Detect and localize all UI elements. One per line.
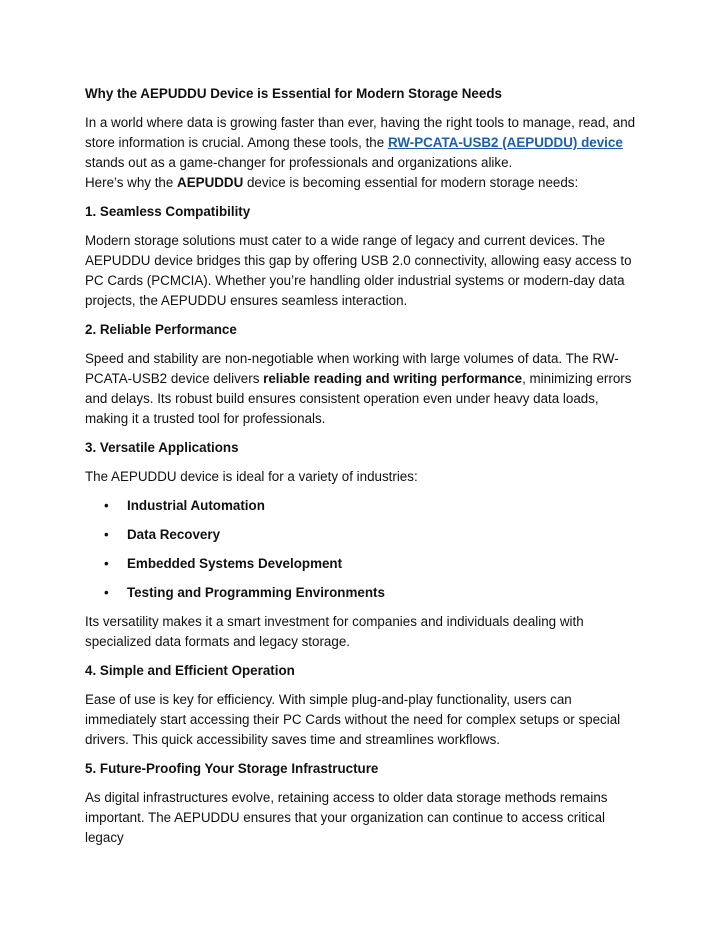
section-text-4: Ease of use is key for efficiency. With simple plug-and-play functionality, users can immediately start accessing their PC Cards without the need for complex setups or special drivers. This quick accessibility saves time and streamlines workflows. bbox=[85, 692, 621, 747]
section-text-5: As digital infrastructures evolve, retaining access to older data storage methods remains important. The AEPUDDU ensures that your organization can continue to access critical legacy bbox=[85, 790, 608, 845]
intro-text-before-link: In a world where data is growing faster than ever, having the right tools to manage, read, and store information is crucial. Among these tools, the bbox=[85, 115, 636, 150]
section-text-3-after-list: Its versatility makes it a smart investment for companies and individuals dealing with specialized data formats and legacy storage. bbox=[85, 614, 584, 649]
section-text-1: Modern storage solutions must cater to a wide range of legacy and current devices. The AEPUDDU device bridges this gap by offering USB 2.0 connectivity, allowing easy access to PC Cards (PCMCIA). Whether you’re handling older industrial systems or modern-day data projects, the AEPUDDU ensures seamless interaction. bbox=[85, 233, 632, 308]
intro-paragraph bbox=[85, 113, 636, 193]
intro-text-after-link: stands out as a game-changer for professionals and organizations alike. bbox=[85, 155, 513, 170]
section-text-2 bbox=[85, 349, 636, 429]
list-item bbox=[85, 496, 636, 516]
bullet-icon: • bbox=[104, 556, 109, 571]
intro-line2-before: Here’s why the bbox=[85, 175, 178, 190]
section-heading-1: 1. Seamless Compatibility bbox=[85, 204, 251, 219]
section-text-3: The AEPUDDU device is ideal for a variety of industries: bbox=[85, 469, 418, 484]
list-item-label: Industrial Automation bbox=[127, 498, 265, 513]
intro-line2-bold: AEPUDDU bbox=[177, 175, 244, 190]
list-item bbox=[85, 525, 636, 545]
section-text-2-bold: reliable reading and writing performance bbox=[263, 371, 523, 386]
bullet-icon: • bbox=[104, 585, 109, 600]
document-title: Why the AEPUDDU Device is Essential for Modern Storage Needs bbox=[85, 86, 502, 101]
list-item-label: Embedded Systems Development bbox=[127, 556, 343, 571]
section-heading-3: 3. Versatile Applications bbox=[85, 440, 239, 455]
section-heading-2: 2. Reliable Performance bbox=[85, 322, 237, 337]
section-heading-4: 4. Simple and Efficient Operation bbox=[85, 663, 295, 678]
industry-list bbox=[85, 496, 636, 603]
list-item bbox=[85, 554, 636, 574]
list-item-label: Data Recovery bbox=[127, 527, 221, 542]
list-item-label: Testing and Programming Environments bbox=[127, 585, 385, 600]
list-item bbox=[85, 583, 636, 603]
bullet-icon: • bbox=[104, 527, 109, 542]
intro-line2-after: device is becoming essential for modern storage needs: bbox=[243, 175, 579, 190]
section-text-2-before: Speed and stability are non-negotiable when working with large volumes of data. The RW-PCATA-USB2 device delivers bbox=[85, 351, 619, 386]
section-heading-5: 5. Future-Proofing Your Storage Infrastructure bbox=[85, 761, 379, 776]
section-text-2-after: , minimizing errors and delays. Its robust build ensures consistent operation even under heavy data loads, making it a trusted tool for professionals. bbox=[85, 371, 632, 426]
product-link[interactable]: RW-PCATA-USB2 (AEPUDDU) device bbox=[387, 135, 623, 150]
bullet-icon: • bbox=[104, 498, 109, 513]
